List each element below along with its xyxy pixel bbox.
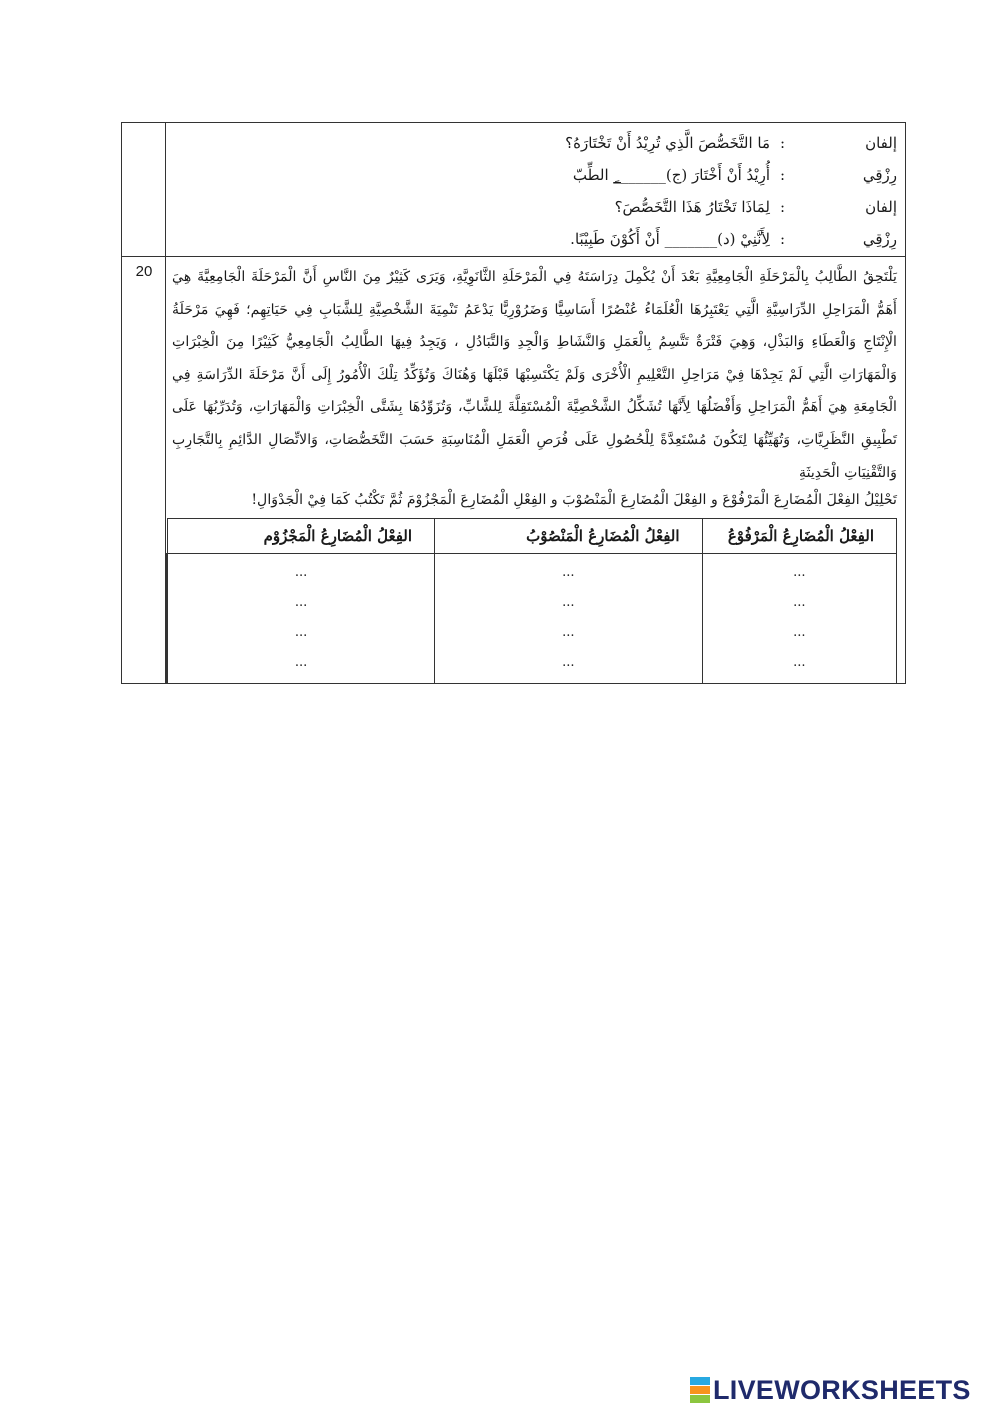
utterance: لِأَنَّنِيْ (د)_______ أَنْ أَكُوْنَ طَبِيْبًا. [570, 230, 770, 248]
row-divider [122, 256, 905, 257]
dialogue [166, 127, 905, 255]
speaker-name: إلفان [865, 198, 897, 216]
speaker-name: رِزْقِي [862, 230, 897, 248]
utterance: لِمَاذَا تَخْتَارُ هَذَا التَّخَصُّصَ؟ [614, 198, 770, 216]
logo-text: LIVEWORKSHEETS [713, 1374, 971, 1405]
dialogue-line [166, 223, 905, 255]
question-number: 20 [135, 263, 153, 280]
answer-table [166, 518, 897, 684]
speaker-colon: : [779, 198, 785, 216]
speaker-name: رِزْقِي [862, 166, 897, 184]
speaker-colon: : [779, 230, 785, 248]
speaker-colon: : [779, 166, 785, 184]
instruction-text: تَحْلِيْلُ الفِعْلَ الْمُضَارِعَ الْمَرْفُوْعَ و الفِعْلَ الْمُضَارِعَ الْمَنْصُوْبَ و الفِعْلِ الْمُضَارِعَ الْمَجْزُوْمَ ثُمَّ تَكْتُبُ كَمَا فِيْ الْجَدْوَالِ! [251, 492, 897, 508]
answer-cell-majzum[interactable]: ... ... ... ... [167, 554, 435, 684]
speaker-colon: : [779, 134, 785, 152]
header-marfu: الفِعْلُ الْمُضَارِعُ الْمَرْفُوْعُ [702, 519, 896, 554]
utterance: مَا التَّخَصُّصَ الَّذِي تُرِيْدُ أَنْ تَخْتَارَهُ؟ [565, 134, 770, 152]
utterance: أُرِيْدُ أَنْ أَخْتَارَ (ج)_______ِ الطِّبّ [572, 166, 770, 184]
header-mansub: الفِعْلُ الْمُضَارِعُ الْمَنْصُوْبُ [435, 519, 703, 554]
speaker-name: إلفان [865, 134, 897, 152]
liveworksheets-logo [690, 1375, 971, 1405]
header-majzum: الفِعْلُ الْمُضَارِعُ الْمَجْزُوْم [167, 519, 435, 554]
reading-passage: يَلْتَحِقُ الطَّالِبُ بِالْمَرْحَلَةِ الْجَامِعِيَّةِ بَعْدَ أَنْ يُكْمِلَ دِرَاسَتَهُ فِي الْمَرْحَلَةِ الثَّانَوِيَّةِ، وَيَرَى كَثِيْرٌ مِنَ النَّاسِ أَنَّ الْمَرْحَلَةَ الْجَامِعِيَّةَ هِيَ أَهَمُّ الْمَرَاحِلِ الدِّرَاسِيَّةِ الَّتِي يَعْتَبِرُهَا الْعُلَمَاءُ عُنْصُرًا أَسَاسِيًّا وَضَرُوْرِيًّا يَدْعَمُ تَنْمِيَةَ الشَّخْصِيَّةِ لِلشَّبَابِ فِي حَيَاتِهِم؛ فَهِيَ مَرْحَلَةُ الْإِنْتَاجِ وَالْعَطَاءِ وَالبَذْلِ، وَهِيَ فَتْرَةٌ تَتَّسِمُ بِالْعَمَلِ وَالنَّشَاطِ وَالْجِدِ وَالتَّبَادُلِ ، وَيَجِدُ فِيهَا الطَّالِبُ الْجَامِعِيُّ كَثِيْرًا مِنَ الْخِبْرَاتِ وَالْمَهَارَاتِ الَّتِي لَمْ يَجِدْهَا فِيْ مَرَاحِلِ التَّعْلِيمِ الْأُخْرَى وَلَمْ يَكْتَسِبْهَا قَبْلَهَا وَهُنَاكَ وَتُؤَكِّدُ تِلْكَ الْأُمُورُ إِلَى أَنَّ مَرْحَلَةَ الدِّرَاسَةِ فِي الْجَامِعَةِ هِيَ أَهَمُّ الْمَرَاحِلِ وَأَفْضَلُهَا لِأَنَّهَا تُشَكِّلُ الشَّخْصِيَّةَ الْمُسْتَقِلَّةَ لِلشَّابِّ، وَتُزَوِّدُهَا بِشَتَّى الْخِبْرَاتِ وَالْمَهَارَاتِ، وَتُدَرِّبُهَا عَلَى تَطْبِيقِ النَّظَرِيَّاتِ، وَتُهَيِّئُهَا لِتَكُونَ مُسْتَعِدَّةً لِلْحُصُولِ عَلَى فُرَصِ الْعَمَلِ الْمُنَاسِبَةِ حَسَبَ التَّخَصُّصَاتِ، وَالاتِّصَالِ الدَّائِمِ بِالتَّجَارِبِ وَالتَّقْنِيَاتِ الْحَدِيثَةِ [172, 269, 897, 481]
answer-cell-mansub[interactable]: ... ... ... ... [435, 554, 703, 684]
logo-icon [690, 1377, 710, 1403]
worksheet-table [121, 122, 906, 684]
dialogue-line [166, 159, 905, 191]
answer-cell-marfu[interactable]: ... ... ... ... [702, 554, 896, 684]
dialogue-line [166, 127, 905, 159]
dialogue-line [166, 191, 905, 223]
number-column [122, 123, 166, 683]
